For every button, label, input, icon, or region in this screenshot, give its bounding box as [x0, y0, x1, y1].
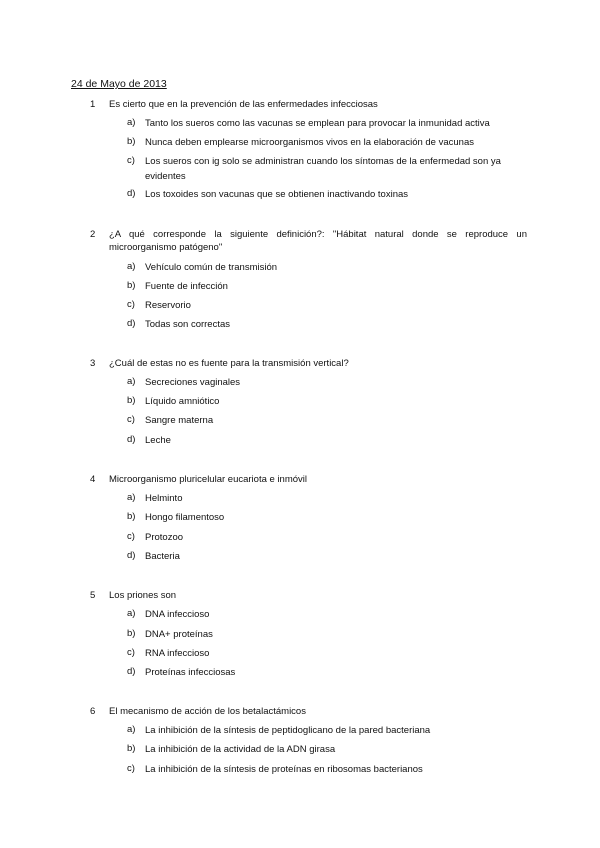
question-number: 1	[90, 99, 96, 110]
question-number: 6	[90, 706, 96, 717]
option-letter: d)	[127, 188, 136, 199]
option-letter: a)	[127, 261, 136, 272]
option-text: Leche	[145, 435, 171, 446]
option-text: Sangre materna	[145, 415, 214, 426]
option-letter: c)	[127, 155, 135, 166]
option-letter: a)	[127, 117, 136, 128]
option-text: Los toxoides son vacunas que se obtienen inactivando toxinas	[145, 189, 409, 200]
option-text: Tanto los sueros como las vacunas se emplean para provocar la inmunidad activa	[145, 118, 490, 129]
option-text: Proteínas infecciosas	[145, 667, 236, 678]
question-text: Es cierto que en la prevención de las enfermedades infecciosas	[109, 99, 378, 110]
question-text: Microorganismo pluricelular eucariota e inmóvil	[109, 474, 307, 485]
option-letter: d)	[127, 666, 136, 677]
option-letter: c)	[127, 763, 135, 774]
option-letter: b)	[127, 511, 136, 522]
question-text: ¿Cuál de estas no es fuente para la transmisión vertical?	[109, 358, 349, 369]
option-letter: a)	[127, 492, 136, 503]
question-number: 3	[90, 358, 96, 369]
option-letter: c)	[127, 299, 135, 310]
option-text: Vehículo común de transmisión	[145, 262, 278, 273]
option-letter: b)	[127, 395, 136, 406]
question-number: 2	[90, 229, 96, 240]
option-letter: c)	[127, 647, 135, 658]
option-letter: a)	[127, 608, 136, 619]
option-text: Reservorio	[145, 300, 191, 311]
option-letter: d)	[127, 318, 136, 329]
option-letter: c)	[127, 531, 135, 542]
option-text: RNA infeccioso	[145, 648, 210, 659]
option-letter: a)	[127, 376, 136, 387]
question-text: Los priones son	[109, 590, 177, 601]
option-text: La inhibición de la actividad de la ADN girasa	[145, 744, 336, 755]
option-text: Líquido amniótico	[145, 396, 220, 407]
option-text: Helminto	[145, 493, 183, 504]
option-letter: b)	[127, 628, 136, 639]
question-text: ¿A qué corresponde la siguiente definición?: "Hábitat natural donde se reproduce un microorganismo patógeno"	[109, 229, 527, 253]
option-text: Bacteria	[145, 551, 180, 562]
option-text: La inhibición de la síntesis de proteínas en ribosomas bacterianos	[145, 764, 423, 775]
question-number: 5	[90, 590, 96, 601]
option-text: Todas son correctas	[145, 319, 231, 330]
option-text: DNA+ proteínas	[145, 629, 213, 640]
option-letter: b)	[127, 743, 136, 754]
option-letter: d)	[127, 550, 136, 561]
option-text: Nunca deben emplearse microorganismos vivos en la elaboración de vacunas	[145, 137, 474, 148]
option-text: DNA infeccioso	[145, 609, 210, 620]
option-text: Protozoo	[145, 532, 184, 543]
document-date: 24 de Mayo de 2013	[71, 78, 167, 90]
option-text: Hongo filamentoso	[145, 512, 225, 523]
question-number: 4	[90, 474, 96, 485]
option-letter: c)	[127, 414, 135, 425]
option-text: Fuente de infección	[145, 281, 228, 292]
option-text: La inhibición de la síntesis de peptidoglicano de la pared bacteriana	[145, 725, 431, 736]
option-letter: b)	[127, 136, 136, 147]
option-letter: b)	[127, 280, 136, 291]
question-text: El mecanismo de acción de los betalactámicos	[109, 706, 306, 717]
option-text: Los sueros con ig solo se administran cuando los síntomas de la enfermedad son ya evidentes	[145, 156, 501, 182]
option-letter: a)	[127, 724, 136, 735]
option-letter: d)	[127, 434, 136, 445]
option-text: Secreciones vaginales	[145, 377, 241, 388]
